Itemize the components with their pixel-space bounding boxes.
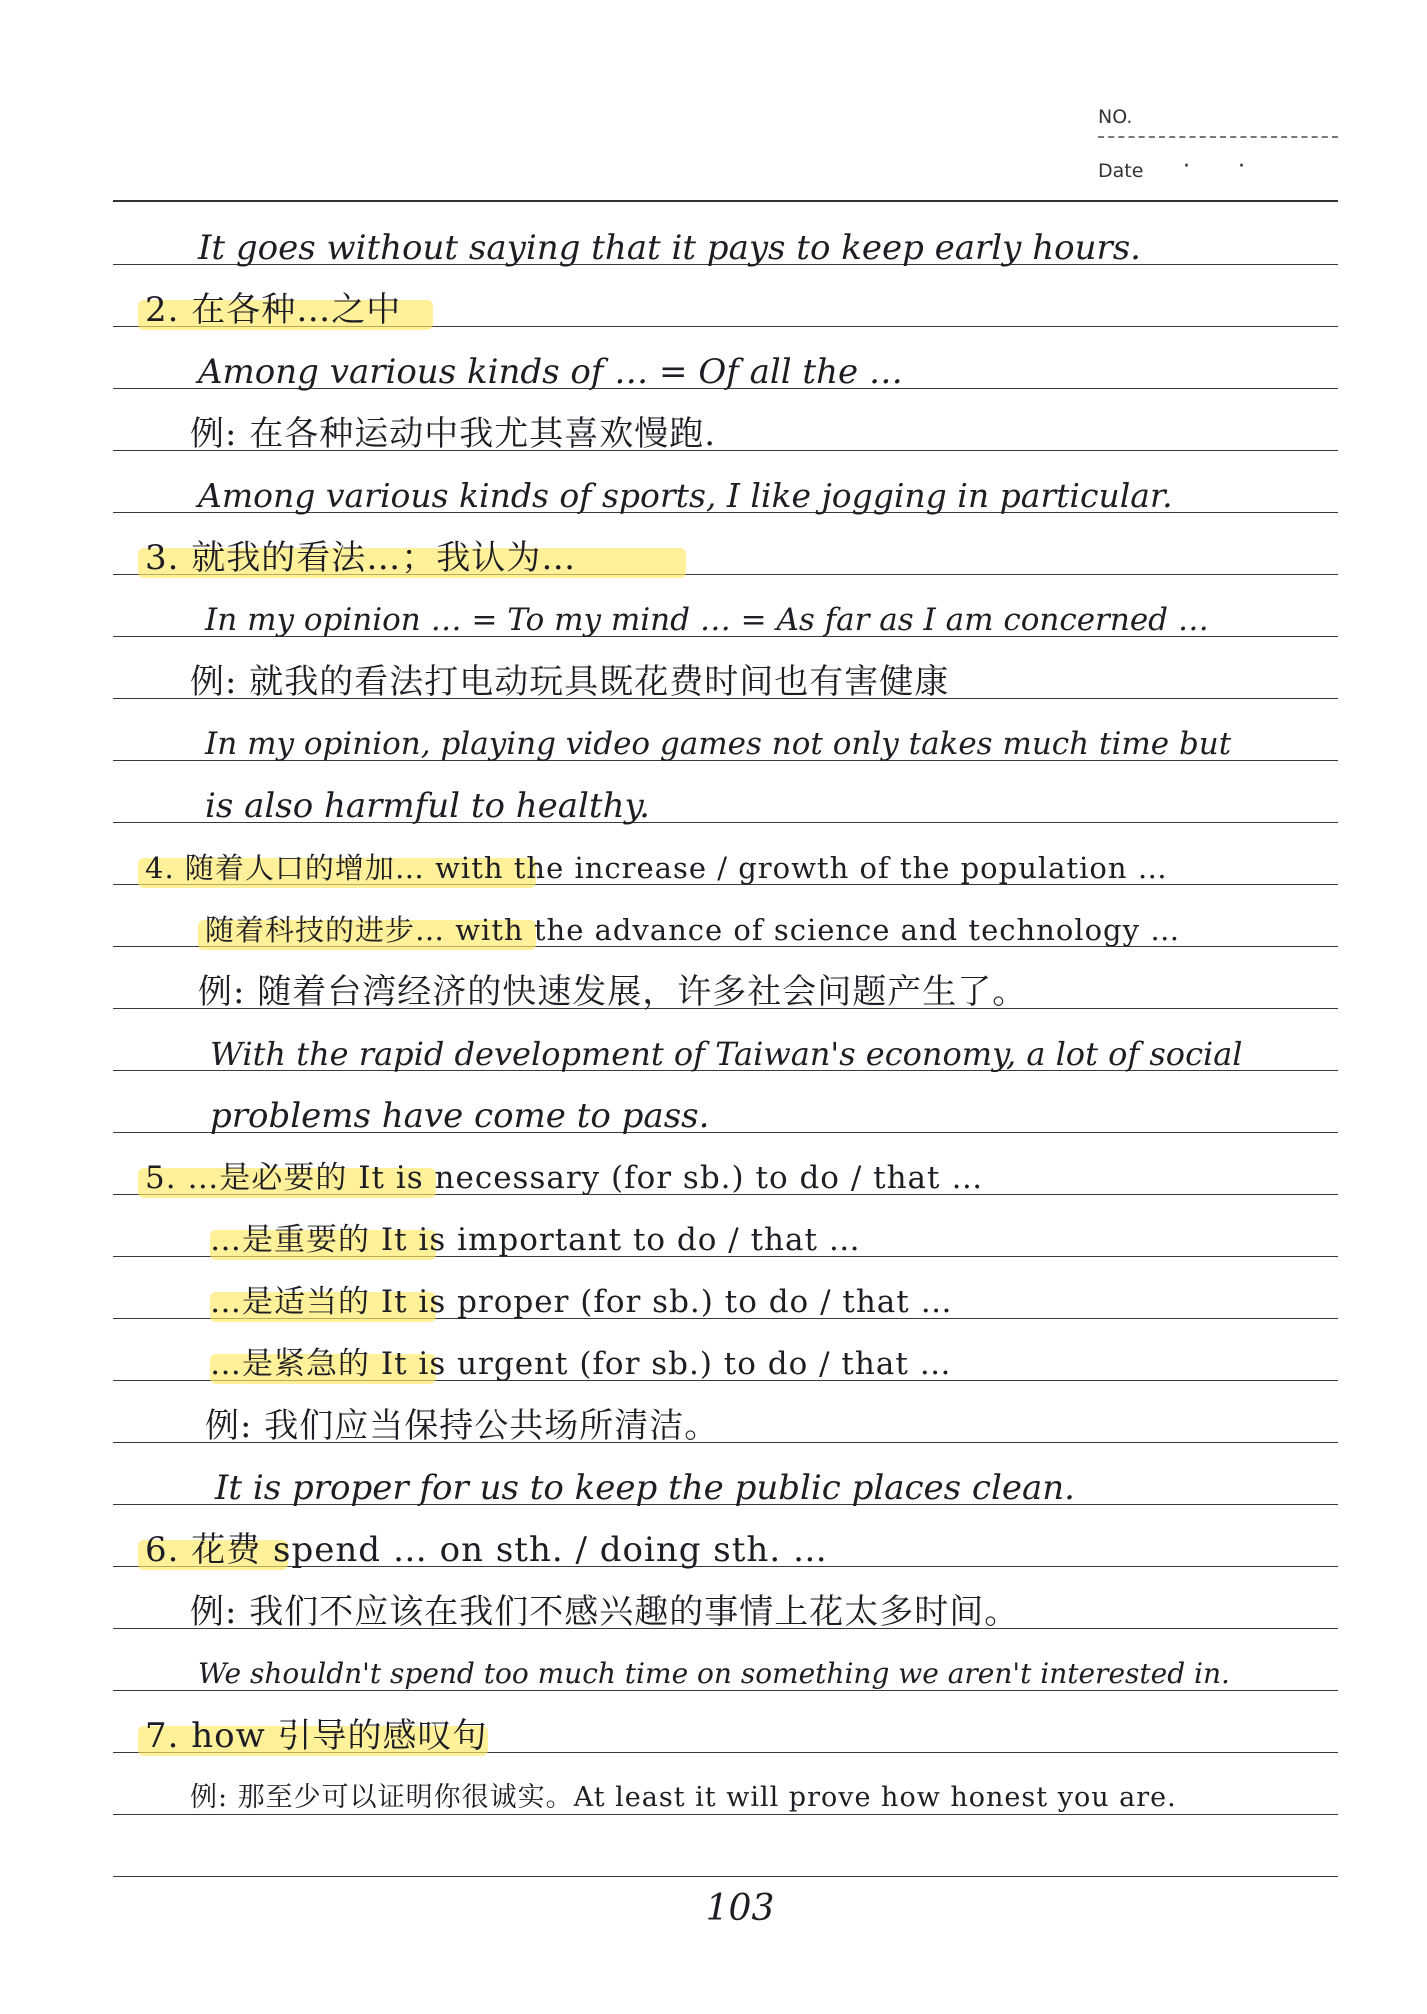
note-example: 例: 在各种运动中我尤其喜欢慢跑. (190, 414, 717, 454)
note-example: 例: 我们不应该在我们不感兴趣的事情上花太多时间。 (190, 1592, 1020, 1632)
note-heading: 2. 在各种…之中 (145, 290, 402, 330)
note-line: We shouldn't spend too much time on something we aren't interested in. (198, 1657, 1230, 1690)
note-heading: 5. …是必要的 It is necessary (for sb.) to do / that … (145, 1160, 984, 1196)
note-line: In my opinion, playing video games not only takes much time but (205, 726, 1232, 762)
note-line: With the rapid development of Taiwan's economy, a lot of social (210, 1035, 1243, 1073)
header-date-dots: ·· (1183, 154, 1293, 179)
note-line: problems have come to pass. (210, 1096, 710, 1136)
note-heading: 6. 花费 spend … on sth. / doing sth. … (145, 1530, 828, 1570)
note-example: 例: 我们应当保持公共场所清洁。 (205, 1406, 720, 1446)
note-heading: …是适当的 It is proper (for sb.) to do / that … (210, 1284, 953, 1320)
header-date-label: Date (1098, 160, 1144, 182)
note-heading: 随着科技的进步… with the advance of science and technology … (205, 913, 1181, 947)
page-number: 103 (705, 1888, 775, 1929)
note-heading: …是紧急的 It is urgent (for sb.) to do / that … (210, 1346, 952, 1382)
note-line: Among various kinds of … = Of all the … (198, 352, 903, 392)
header-no-underline (1098, 136, 1338, 138)
note-example: 例: 那至少可以证明你很诚实。At least it will prove how honest you are. (190, 1782, 1177, 1813)
note-line: It is proper for us to keep the public places clean. (215, 1468, 1075, 1508)
ruled-line (113, 1876, 1338, 1877)
note-line: In my opinion … = To my mind … = As far as I am concerned … (205, 602, 1209, 638)
note-heading: 3. 就我的看法…；我认为… (145, 538, 577, 578)
note-example: 例: 就我的看法打电动玩具既花费时间也有害健康 (190, 662, 950, 702)
note-line: is also harmful to healthy. (205, 786, 650, 826)
note-heading: …是重要的 It is important to do / that … (210, 1222, 861, 1258)
note-heading: 4. 随着人口的增加… with the increase / growth of the population … (145, 851, 1168, 885)
header-no-label: NO. (1098, 106, 1133, 128)
note-heading: 7. how 引导的感叹句 (145, 1716, 488, 1756)
top-rule (113, 200, 1338, 202)
note-example: 例: 随着台湾经济的快速发展，许多社会问题产生了。 (198, 972, 1028, 1012)
note-line: It goes without saying that it pays to keep early hours. (198, 228, 1141, 268)
note-line: Among various kinds of sports, I like jogging in particular. (198, 476, 1173, 515)
